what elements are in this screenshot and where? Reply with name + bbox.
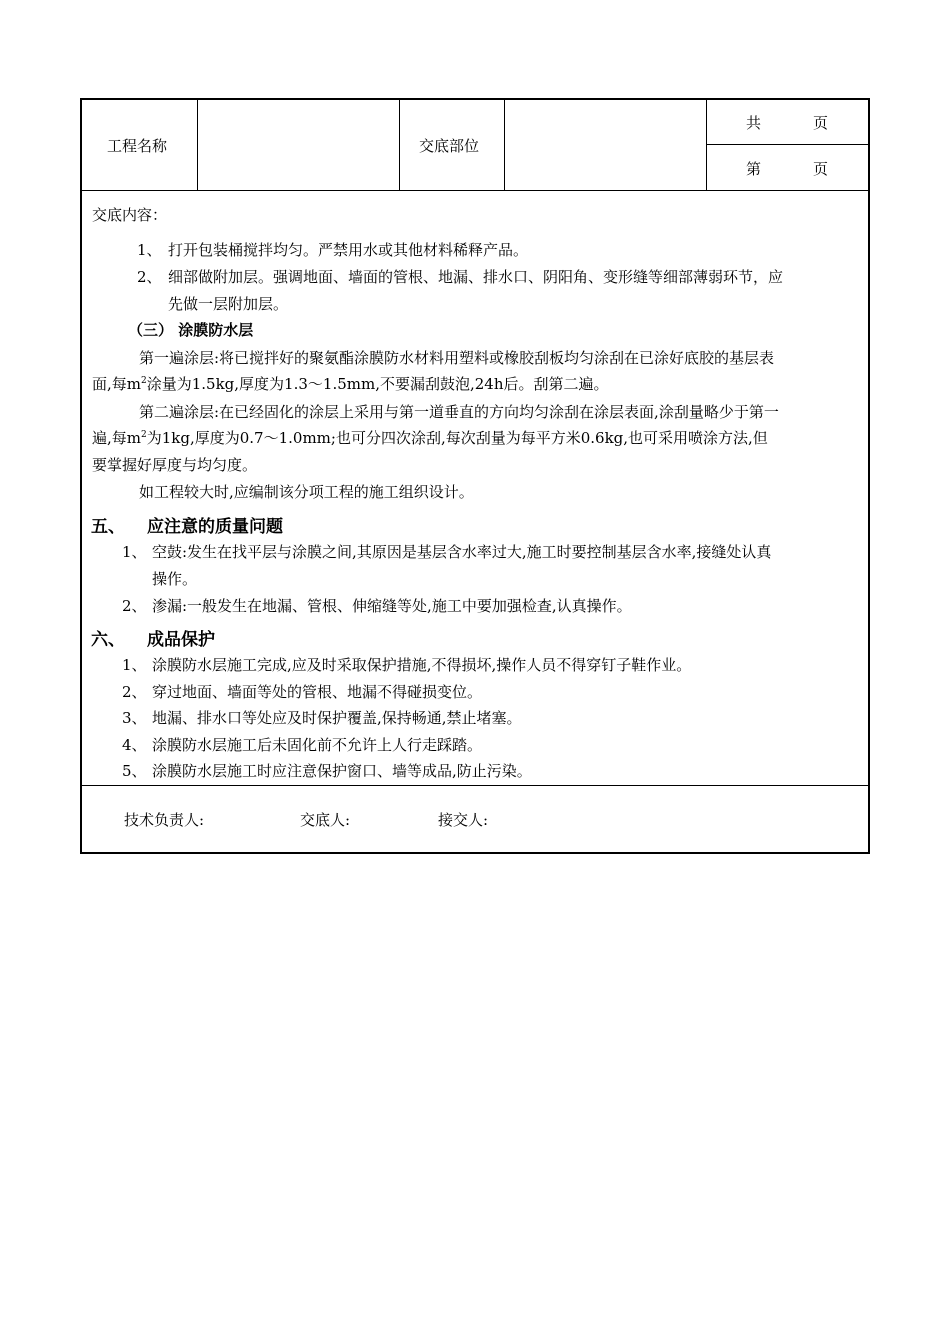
- receiver-label: 接交人:: [438, 811, 489, 829]
- tech-lead-label: 技术负责人:: [124, 811, 205, 829]
- disclosure-content-label: 交底内容：: [92, 206, 168, 224]
- disclosure-part-label: 交底部位: [419, 137, 480, 155]
- large-project-note: 如工程较大时,应编制该分项工程的施工组织设计。: [139, 483, 474, 501]
- header-divider-2: [399, 98, 400, 191]
- section-5-title: 应注意的质量问题: [147, 517, 283, 537]
- section-5-item-1-number: 1、: [122, 543, 147, 561]
- header-divider-3: [504, 98, 505, 191]
- section-6-item-1-number: 1、: [122, 656, 147, 674]
- page-no-label: 第: [746, 160, 762, 178]
- step-2-number: 2、: [137, 268, 162, 286]
- header-divider-1: [197, 98, 198, 191]
- section-6-item-5-text: 涂膜防水层施工时应注意保护窗口、墙等成品,防止污染。: [152, 762, 532, 780]
- section-5-number: 五、: [91, 517, 125, 537]
- section-6-item-5-number: 5、: [122, 762, 147, 780]
- section-6-item-3-number: 3、: [122, 709, 147, 727]
- page-count-divider: [706, 144, 870, 145]
- step-2-line-2: 先做一层附加层。: [168, 295, 289, 313]
- first-coat-line-2: 面,每$m^2$涂量为1.5kg,厚度为1.3～1.5mm,不要漏刮鼓泡,24h后。刮第二遍。: [92, 375, 609, 393]
- second-coat-line-2: 遍,每$m^2$为1kg,厚度为0.7～1.0mm;也可分四次涂刮,每次刮量为每平方米0.6kg,也可采用喷涂方法,但: [92, 429, 768, 447]
- section-5-item-1-line-2: 操作。: [152, 570, 198, 588]
- section-6-item-3-text: 地漏、排水口等处应及时保护覆盖,保持畅通,禁止堵塞。: [152, 709, 522, 727]
- squared-sup: 2: [141, 376, 147, 386]
- discloser-label: 交底人:: [300, 811, 351, 829]
- section-6-item-4-number: 4、: [122, 736, 147, 754]
- section-6-item-2-text: 穿过地面、墙面等处的管根、地漏不得碰损变位。: [152, 683, 483, 701]
- section-5-item-2-line-1: 渗漏:一般发生在地漏、管根、伸缩缝等处,施工中要加强检查,认真操作。: [152, 597, 632, 615]
- section-6-item-1-text: 涂膜防水层施工完成,应及时采取保护措施,不得损坏,操作人员不得穿钉子鞋作业。: [152, 656, 692, 674]
- section-5-item-1-line-1: 空鼓:发生在找平层与涂膜之间,其原因是基层含水率过大,施工时要控制基层含水率,接缝处认真: [152, 543, 772, 561]
- step-2-line-1: 细部做附加层。强调地面、墙面的管根、地漏、排水口、阴阳角、变形缝等细部薄弱环节，应: [168, 268, 784, 286]
- total-pages-label: 共: [746, 114, 762, 132]
- first-coat-line-1: 第一遍涂层:将已搅拌好的聚氨酯涂膜防水材料用塑料或橡胶刮板均匀涂刮在已涂好底胶的基层表: [139, 349, 775, 367]
- section-6-item-2-number: 2、: [122, 683, 147, 701]
- squared-sup: 2: [141, 430, 147, 440]
- header-bottom-rule: [80, 190, 870, 191]
- subsection-3-heading: （三） 涂膜防水层: [128, 321, 254, 339]
- project-name-label: 工程名称: [107, 137, 168, 155]
- section-5-item-2-number: 2、: [122, 597, 147, 615]
- second-coat-line-3: 要掌握好厚度与均匀度。: [92, 456, 258, 474]
- footer-top-rule: [80, 785, 870, 786]
- section-6-title: 成品保护: [147, 630, 215, 650]
- step-1-text: 打开包装桶搅拌均匀。严禁用水或其他材料稀释产品。: [168, 241, 529, 259]
- section-6-item-4-text: 涂膜防水层施工后未固化前不允许上人行走踩踏。: [152, 736, 483, 754]
- step-1-number: 1、: [137, 241, 162, 259]
- total-pages-suffix: 页: [813, 114, 829, 132]
- second-coat-line-1: 第二遍涂层:在已经固化的涂层上采用与第一道垂直的方向均匀涂刮在涂层表面,涂刮量略少于第一: [139, 403, 779, 421]
- page-no-suffix: 页: [813, 160, 829, 178]
- section-6-number: 六、: [91, 630, 125, 650]
